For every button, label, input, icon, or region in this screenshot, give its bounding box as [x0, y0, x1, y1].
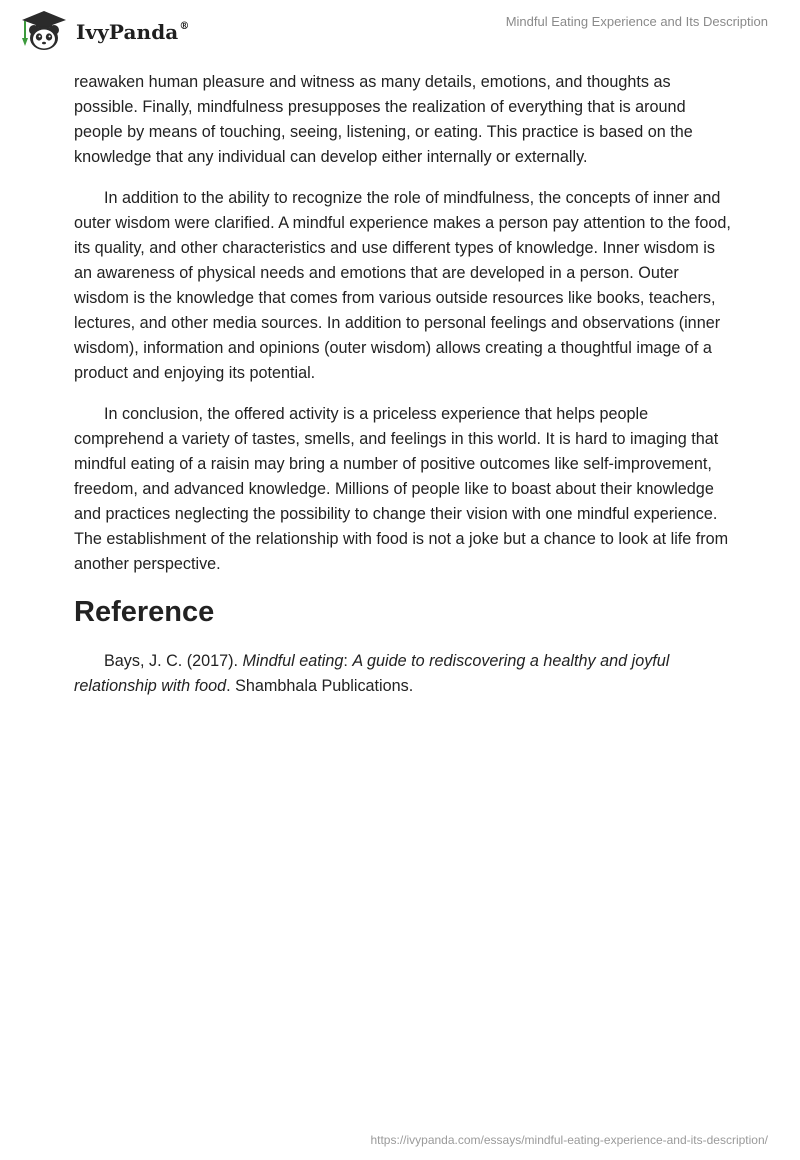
- ivypanda-logo[interactable]: [14, 8, 189, 52]
- essay-content: [74, 70, 734, 715]
- paragraph-3: In conclusion, the offered activity is a priceless experience that helps people comprehend a variety of tastes, smells, and feelings in this world. It is hard to imaging that mindful eating of a raisin may bring a number of positive outcomes like self-improvement, freedom, and advanced knowledge. Millions of people like to boast about their knowledge and practices neglecting the possibility to change their vision with one mindful experience. The establishment of the relationship with food is not a joke but a chance to look at life from another perspective.: [74, 405, 729, 573]
- reference-title-part2: A guide to rediscovering a healthy and joyful relationship with food: [74, 652, 670, 695]
- brand-name: IvyPanda®: [76, 20, 190, 44]
- panda-graduate-icon: [14, 8, 74, 52]
- source-url[interactable]: https://ivypanda.com/essays/mindful-eating-experience-and-its-description/: [370, 1133, 768, 1147]
- registered-mark: ®: [179, 21, 190, 33]
- reference-author-year: Bays, J. C. (2017).: [104, 652, 243, 670]
- paragraph-2: In addition to the ability to recognize the role of mindfulness, the concepts of inner and outer wisdom were clarified. A mindful experience makes a person pay attention to the food, its quality, and other characteristics and use different types of knowledge. Inner wisdom is an awareness of physical needs and emotions that are developed in a person. Outer wisdom is the knowledge that comes from various outside resources like books, teachers, lectures, and other media sources. In addition to personal feelings and observations (inner wisdom), information and opinions (outer wisdom) allows creating a thoughtful image of a product and enjoying its potential.: [74, 189, 731, 382]
- reference-title-part1: Mindful eating: [242, 652, 344, 670]
- reference-entry: [74, 649, 734, 699]
- paragraph-1: reawaken human pleasure and witness as many details, emotions, and thoughts as possible. Finally, mindfulness presupposes the realization of everything that is around people by means of touching, seeing, listening, or eating. This practice is based on the knowledge that any individual can develop either internally or externally.: [74, 73, 693, 166]
- reference-title-separator: :: [343, 652, 353, 670]
- document-title: Mindful Eating Experience and Its Description: [505, 14, 768, 29]
- page-header: [0, 0, 800, 60]
- reference-publisher: . Shambhala Publications.: [226, 677, 414, 695]
- reference-heading: Reference: [74, 596, 215, 628]
